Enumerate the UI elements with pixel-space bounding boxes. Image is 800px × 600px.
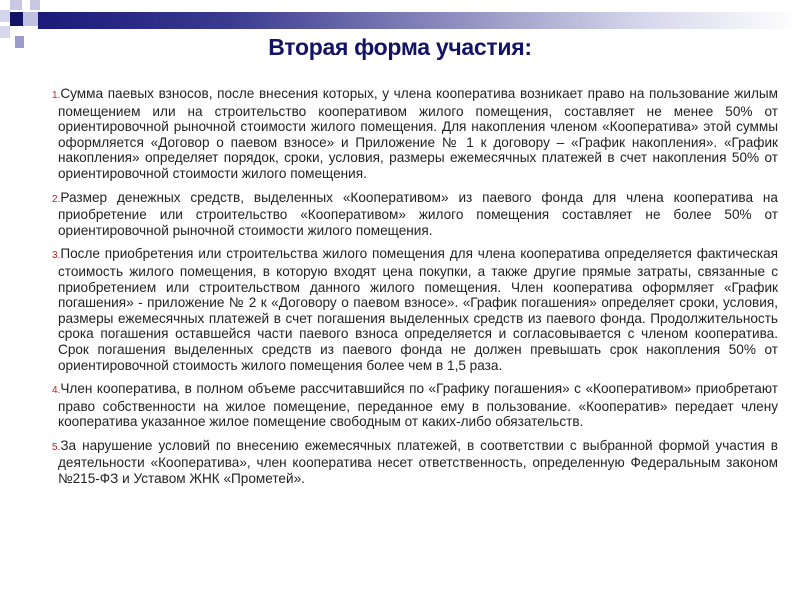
list-item <box>52 246 778 373</box>
decor-square <box>30 0 40 10</box>
header-gradient-bar <box>38 12 800 29</box>
item-text: После приобретения или строительства жилого помещения для члена кооператива определяется фактическая стоимость жилого помещения, в которую входят цена покупки, а также другие прямые затраты, связанные с приобретением или строительством данного жилого помещения. Член кооператива оформляет «График погашения» - приложение № 2 к «Договору о паевом взносе». «График погашения» определяет сроки, условия, размеры ежемесячных платежей в счет погашения выделенных средств из паевого фонда. Продолжительность срока погашения оставшейся части паевого взноса определяется и согласовывается с членом кооператива. Срок погашения выделенных средств из паевого фонда не должен превышать срок накопления 50% от ориентировочной стоимость жилого помещения более чем в 1,5 раза. <box>58 246 778 373</box>
decor-square <box>23 12 38 26</box>
list-item <box>52 86 778 182</box>
item-text: За нарушение условий по внесению ежемесячных платежей, в соответствии с выбранной формой участия в деятельности «Кооператива», член кооператива несет ответственность, определенную Федеральным законом №215-ФЗ и Уставом ЖНК «Прометей». <box>58 437 778 487</box>
list-item <box>52 381 778 430</box>
item-text: Размер денежных средств, выделенных «Кооперативом» из паевого фонда для члена кооператива на приобретение или строительство «Кооперативом» жилого помещения составляет не более 50% от ориентировочной рыночной стоимости жилого помещения. <box>58 189 778 238</box>
item-number: 1. <box>52 90 61 101</box>
list-item <box>52 189 778 239</box>
item-number: 5. <box>52 441 61 453</box>
item-text: Сумма паевых взносов, после внесения которых, у члена кооператива возникает право на пользование жилым помещением или на строительство кооперативом жилого помещения, составляет не менее 50% от ориентировочной рыночной стоимости жилого помещения. Для накопления членом «Кооператива» этой суммы оформляется «Договор о паевом взносе» и Приложение № 1 к договору – «График накопления». «График накопления» определяет порядок, сроки, условия, размеры ежемесячных платежей в счет накопления 50% от ориентировочной стоимости жилого помещения. <box>58 86 778 181</box>
decor-square <box>10 0 22 10</box>
decor-square <box>10 12 23 26</box>
item-number: 2. <box>52 193 61 205</box>
slide-title: Вторая форма участия: <box>268 34 532 60</box>
item-number: 4. <box>52 385 61 397</box>
list-item <box>52 437 778 487</box>
item-text: Член кооператива, в полном объеме рассчитавшийся по «Графику погашения» с «Кооперативом» приобретают право собственности на жилое помещение, переданное ему в пользование. «Кооператив» передает члену кооператива указанное жилое помещение свободным от каких-либо обязательств. <box>58 381 778 430</box>
decor-square <box>0 10 10 22</box>
item-number: 3. <box>52 250 61 262</box>
slide-body <box>52 86 778 495</box>
